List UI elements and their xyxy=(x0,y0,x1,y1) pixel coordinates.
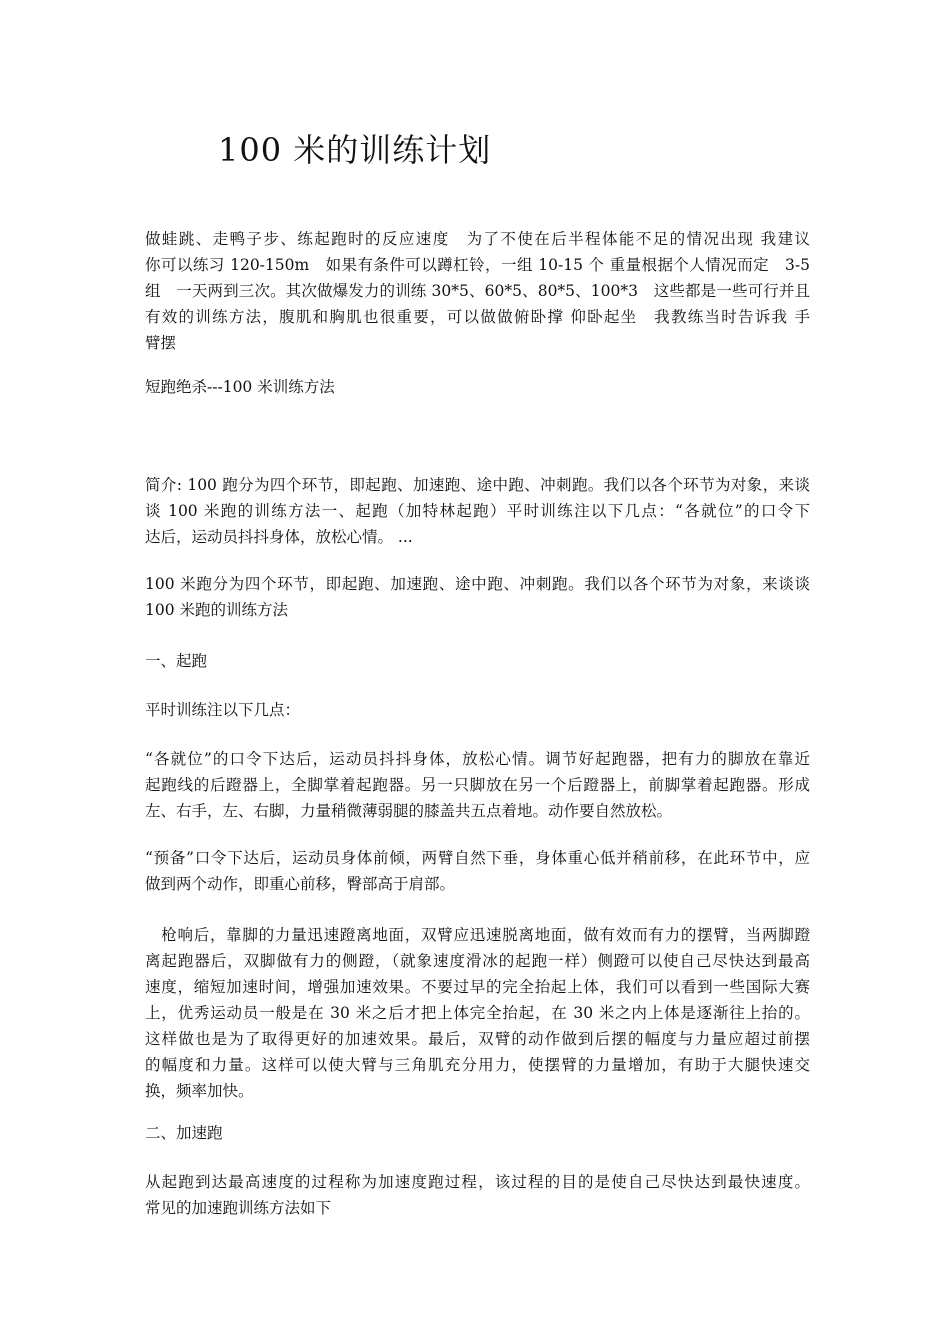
text-line: 起跑线的后蹬器上，全脚掌着起跑器。另一只脚放在另一个后蹬器上，前脚掌着起跑器。形成 xyxy=(145,776,810,794)
text-line: 枪响后，靠脚的力量迅速蹬离地面，双臂应迅速脱离地面，做有效而有力的摆臂，当两脚蹬 xyxy=(145,926,810,944)
text-line: 二、加速跑 xyxy=(145,1124,223,1142)
text-line: 100 米跑的训练方法 xyxy=(145,601,289,619)
text-line: 从起跑到达最高速度的过程称为加速度跑过程，该过程的目的是使自己尽快达到最快速度。 xyxy=(145,1173,810,1191)
text-line: 离起跑器后，双脚做有力的侧蹬，（就象速度滑冰的起跑一样）侧蹬可以使自己尽快达到最高 xyxy=(145,952,810,970)
text-line: 换，频率加快。 xyxy=(145,1082,254,1100)
text-line: 简介: 100 跑分为四个环节，即起跑、加速跑、途中跑、冲刺跑。我们以各个环节为对象，来谈 xyxy=(145,476,810,494)
paragraph-four-phases xyxy=(145,571,810,623)
text-line: 组 一天两到三次。其次做爆发力的训练 30*5、60*5、80*5、100*3 这些都是一些可行并且 xyxy=(145,282,810,300)
text-line: 上，优秀运动员一般是在 30 米之后才把上体完全抬起，在 30 米之内上体是逐渐往上抬的。 xyxy=(145,1004,810,1022)
paragraph-training-intro xyxy=(145,226,810,356)
paragraph-subtitle xyxy=(145,374,810,400)
text-line: “预备”口令下达后，运动员身体前倾，两臂自然下垂，身体重心低并稍前移，在此环节中，应 xyxy=(145,849,810,867)
text-line: “各就位”的口令下达后，运动员抖抖身体，放松心情。调节好起跑器，把有力的脚放在靠近 xyxy=(145,750,810,768)
section-heading-start xyxy=(145,648,810,674)
text-line: 平时训练注以下几点： xyxy=(145,701,301,719)
text-line: 短跑绝杀---100 米训练方法 xyxy=(145,378,335,396)
paragraph-acceleration xyxy=(145,1169,810,1221)
paragraph-gunshot xyxy=(145,922,810,1104)
text-line: 做蛙跳、走鸭子步、练起跑时的反应速度 为了不使在后半程体能不足的情况出现 我建议 xyxy=(145,230,810,248)
document-title: 100 米的训练计划 xyxy=(218,131,492,169)
text-line: 你可以练习 120-150m 如果有条件可以蹲杠铃，一组 10-15 个 重量根据个人情况而定 3-5 xyxy=(145,256,810,274)
text-line: 谈 100 米跑的训练方法一、起跑（加特林起跑）平时训练注以下几点：“各就位”的口令下 xyxy=(145,502,810,520)
section-heading-acceleration xyxy=(145,1120,810,1146)
text-line: 常见的加速跑训练方法如下 xyxy=(145,1199,332,1217)
text-line: 有效的训练方法，腹肌和胸肌也很重要，可以做做俯卧撑 仰卧起坐 我教练当时告诉我 手 xyxy=(145,308,810,326)
paragraph-set xyxy=(145,845,810,897)
text-line: 100 米跑分为四个环节，即起跑、加速跑、途中跑、冲刺跑。我们以各个环节为对象，来谈谈 xyxy=(145,575,810,593)
text-line: 这样做也是为了取得更好的加速效果。最后，双臂的动作做到后摆的幅度与力量应超过前摆 xyxy=(145,1030,810,1048)
text-line: 做到两个动作，即重心前移，臀部高于肩部。 xyxy=(145,875,456,893)
text-line: 一、起跑 xyxy=(145,652,208,670)
text-line: 达后，运动员抖抖身体，放松心情。 ... xyxy=(145,528,413,546)
text-line: 速度，缩短加速时间，增强加速效果。不要过早的完全抬起上体，我们可以看到一些国际大赛 xyxy=(145,978,810,996)
text-line: 左、右手，左、右脚，力量稍微薄弱腿的膝盖共五点着地。动作要自然放松。 xyxy=(145,802,673,820)
paragraph-training-notes xyxy=(145,697,810,723)
text-line: 的幅度和力量。这样可以使大臂与三角肌充分用力，使摆臂的力量增加，有助于大腿快速交 xyxy=(145,1056,810,1074)
paragraph-summary xyxy=(145,472,810,550)
paragraph-on-your-marks xyxy=(145,746,810,824)
text-line: 臂摆 xyxy=(145,334,177,352)
